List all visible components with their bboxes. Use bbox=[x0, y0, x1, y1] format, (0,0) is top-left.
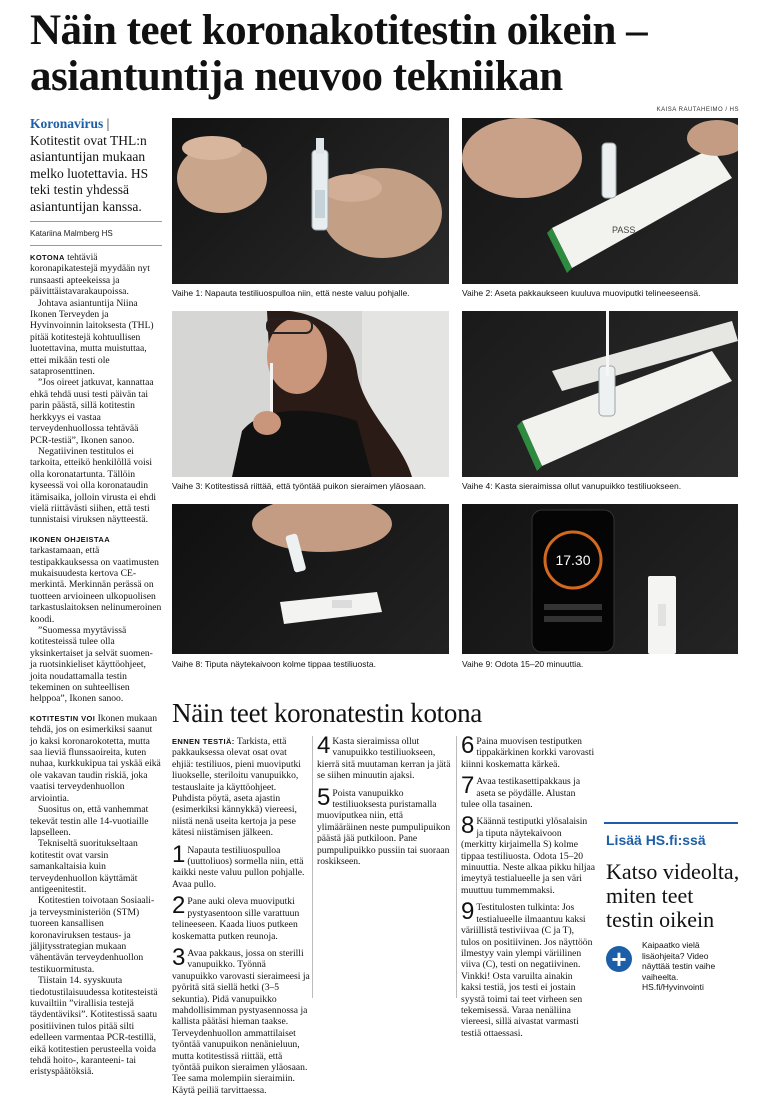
caption-step-2: Vaihe 2: Aseta pakkaukseen kuuluva muoviputki telineeseensä. bbox=[462, 288, 701, 298]
steps-column-1 bbox=[172, 736, 310, 1102]
step-5: 5 Poista vanupuikko testiliuoksesta puristamalla muoviputkea niin, että ylimääräinen neste pumpulipuikon päästä jää putkiloon. Pane pumpulipuikko pussiin tai suoraan roskikseen. bbox=[317, 783, 451, 868]
caption-step-3: Vaihe 3: Kotitestissä riittää, että työntää puikon sieraimen yläosaan. bbox=[172, 481, 427, 491]
column-divider bbox=[312, 736, 313, 998]
phone-timer: 17.30 bbox=[555, 552, 591, 568]
kicker-separator: | bbox=[103, 116, 110, 131]
photo-step-2 bbox=[462, 118, 738, 284]
photo-step-4 bbox=[462, 311, 738, 477]
body-paragraph: Kotitestien toivotaan Sosiaali- ja terveysministeriön (STM) tuoreen kansallisen koronaviruksen testaus- ja jäljitysstrategian mukaan vähentävän terveydenhuollon testikuormitusta. bbox=[30, 895, 155, 975]
byline: Katariina Malmberg HS bbox=[30, 229, 113, 238]
step-9: 9 Testitulosten tulkinta: Jos testialueelle ilmaantuu kaksi väriillistä testiviivaa (C ja T), tulos on positiivinen. Jos näyttöön ilmestyy vain ylempi väriilinen viiva (C), testi on negatiivinen. Vinkki! Osta varuilta ainakin kaksi testiä, jos testi ei jostain syystä toimi tai teet virheen sen tekemisessä. Varaa nenäliina viereesi, sillä aivastat varmasti testiä ottaessasi. bbox=[461, 898, 593, 1039]
photo-step-3 bbox=[172, 311, 449, 477]
byline-divider bbox=[30, 245, 162, 246]
photo-step-9 bbox=[462, 504, 738, 654]
step-3: 3 Avaa pakkaus, jossa on sterilli vanupuikko. Työnnä vanupuikko varovasti sieraimeesi ja pyöritä sitä siellä hetki (3–5 sekuntia). Pidä vanupuikko mahdollisimman pystyasennossa ja kallista päätäsi hieman taakse. Terveydenhuollon ammattilaiset työntää vanupuikon nenänieluun, mutta kotitestissä riittää, että työntää puikon sieraimen yläosaan. Tee sama molempiin sieraimiin. Käytä peiliä tarvittaessa. bbox=[172, 943, 310, 1096]
body-paragraph: KOTONA tehtäviä koronapikatestejä myydään nyt runsaasti apteekeissa ja päivittäistavarakaupoissa. bbox=[30, 252, 150, 298]
steps-column-3 bbox=[461, 732, 596, 1045]
body-paragraph: IKONEN OHJEISTAA tarkastamaan, että testipakkauksessa on vaatimusten mukaisuudesta kertova CE-merkintä. Merkinnän perässä on tuotteen arvioineen ulkopuolisen tarkastuslaitoksen nelinumeroinen koodi. bbox=[30, 534, 162, 625]
step-7: 7 Avaa testikasettipakkaus ja aseta se pöydälle. Alustan tulee olla tasainen. bbox=[461, 772, 581, 811]
step-6: 6 Paina muovisen testiputken tippakärkinen korkki varovasti kiinni koskematta kärkeä. bbox=[461, 732, 595, 770]
body-paragraph: Johtava asiantuntija Niina Ikonen Terveyden ja Hyvinvoinnin laitoksesta (THL) pitää kotitestejä kohtuullisen luotettavina, mutta muistuttaa, ettei mikään testi ole sataprosenttinen. bbox=[30, 297, 154, 378]
lede-divider bbox=[30, 221, 162, 222]
photo-credit: KAISA RAUTAHEIMO / HS bbox=[656, 107, 739, 113]
kicker: Koronavirus bbox=[30, 116, 104, 131]
article-body bbox=[30, 252, 162, 1078]
photo-step-4-illustration bbox=[462, 311, 738, 477]
kit-label: PASS bbox=[612, 225, 636, 235]
photo-step-8 bbox=[172, 504, 449, 654]
body-paragraph: Tiistain 14. syyskuuta tiedotustilaisuudessa kotitesteistä kuvailtiin ”virallisia testejä täydentäviksi”. Kotitestissä saatu positiivinen tulos pitää silti edelleen varmentaa PCR-testillä, eikä kotitestien perusteella voida tehdä hoito-, karanteeni- tai eristyspäätöksiä. bbox=[30, 975, 158, 1078]
caption-step-4: Vaihe 4: Kasta sieraimissa ollut vanupuikko testiliuokseen. bbox=[462, 481, 682, 491]
step-8: 8 Käännä testiputki ylösalaisin ja tiputa näytekaivoon (merkitty kirjaimella S) kolme tippaa testiliuosta. Odota 15–20 minuuttia. Neste alkaa pikku hiljaa imeytyä testialueelle ja sen väri muuttuu tummemmaksi. bbox=[461, 812, 596, 896]
column-divider bbox=[456, 736, 457, 998]
body-paragraph: ”Jos oireet jatkuvat, kannattaa ehkä tehdä uusi testi päivän tai parin päästä, sillä kotitestin herkkyys ei vastaa terveydenhuollossa tehtävää PCR-testiä”, Ikonen sanoo. bbox=[30, 377, 154, 446]
photo-step-3-illustration bbox=[172, 311, 449, 477]
body-paragraph: Tekniseltä suoritukseltaan kotitestit ovat varsin samankaltaisia kuin terveydenhuollon käyttämät antigeenitestit. bbox=[30, 838, 138, 895]
promo-title: Lisää HS.fi:ssä bbox=[606, 832, 706, 848]
steps-column-2 bbox=[317, 732, 453, 873]
caption-step-9: Vaihe 9: Odota 15–20 minuuttia. bbox=[462, 659, 584, 669]
step-4: 4 Kasta sieraimissa ollut vanupuikko testiliuokseen, kierrä sitä muutaman kerran ja jätä se siihen minuutin ajaksi. bbox=[317, 732, 451, 782]
article-headline: Näin teet koronakotitestin oikein – asiantuntija neuvoo tekniikan bbox=[30, 7, 648, 100]
caption-step-8: Vaihe 8: Tiputa näytekaivoon kolme tippaa testiliuosta. bbox=[172, 659, 376, 669]
photo-step-1-illustration bbox=[172, 118, 449, 284]
photo-step-1 bbox=[172, 118, 449, 284]
promo-headline[interactable]: Katso videolta, miten teet testin oikein bbox=[606, 859, 740, 932]
body-paragraph: Negatiivinen testitulos ei tarkoita, etteikö henkilöllä voisi olla koronatartunta. Tällöin kyseessä voi olla koronataudin itämisaika, jolloin virusta ei ehdi vielä riittävästi siihen, että testi tunnistaisi viruksen näytteestä. bbox=[30, 445, 157, 526]
promo-divider bbox=[604, 822, 738, 824]
lede-text: Kotitestit ovat THL:n asiantuntijan mukaan melko luotettavia. HS teki testin yhdessä asiantuntijan kanssa. bbox=[30, 132, 149, 214]
intro-paragraph: ENNEN TESTIÄ: Tarkista, että pakkauksessa olevat osat ovat ehjiä: testiliuos, pieni muoviputki liuokselle, steriloitu vanupuikko, testauslaite ja käyttöohjeet. Puhdista pöytä, aseta ajastin (esimerkiksi kännykkä) viereesi, niistä nenä useita kertoja ja pese kätesi niistämisen jälkeen. bbox=[172, 736, 301, 839]
section-title: Näin teet koronatestin kotona bbox=[172, 698, 482, 728]
photo-step-8-illustration bbox=[172, 504, 449, 654]
body-paragraph: Suositus on, että vanhemmat tekevät testin alle 14-vuotiaille lapselleen. bbox=[30, 804, 149, 838]
photo-step-9-illustration bbox=[462, 504, 738, 654]
plus-icon[interactable]: + bbox=[606, 946, 632, 972]
step-1: 1 Napauta testiliuospulloa (uuttoliuos) sormella niin, että kaikki neste valuu pullon pohjalle. Avaa pullo. bbox=[172, 840, 305, 890]
body-paragraph: KOTITESTIN VOI Ikonen mukaan tehdä, jos on esimerkiksi saanut jo kaksi koronarokotetta, mutta saa lieviä flunssaoireita, kuten nuhaa, kurkkukipua tai yskää eikä ole vakavan taudin riskiä, joka vaatisi terveydenhuollon arviointia. bbox=[30, 712, 161, 804]
body-paragraph: ”Suomessa myytävissä kotitesteissä tulee olla yksinkertaiset ja selvät suomen- ja ruotsinkieliset käyttöohjeet, joita noudattamalla testin tekeminen on suhteellisen helppoa”, Ikonen sanoo. bbox=[30, 625, 153, 705]
caption-step-1: Vaihe 1: Napauta testiliuospulloa niin, että neste valuu pohjalle. bbox=[172, 288, 410, 298]
step-2: 2 Pane auki oleva muoviputki pystyasentoon sille varattuun telineeseen. Kaada liuos putkeen koskematta putken reunoja. bbox=[172, 892, 300, 942]
photo-step-2-illustration bbox=[462, 118, 738, 284]
promo-description: Kaipaatko vielä lisäohjeita? Video näyttää testin vaihe vaiheelta. HS.fi/Hyvinvointi bbox=[642, 940, 716, 992]
article-lede bbox=[30, 116, 162, 215]
